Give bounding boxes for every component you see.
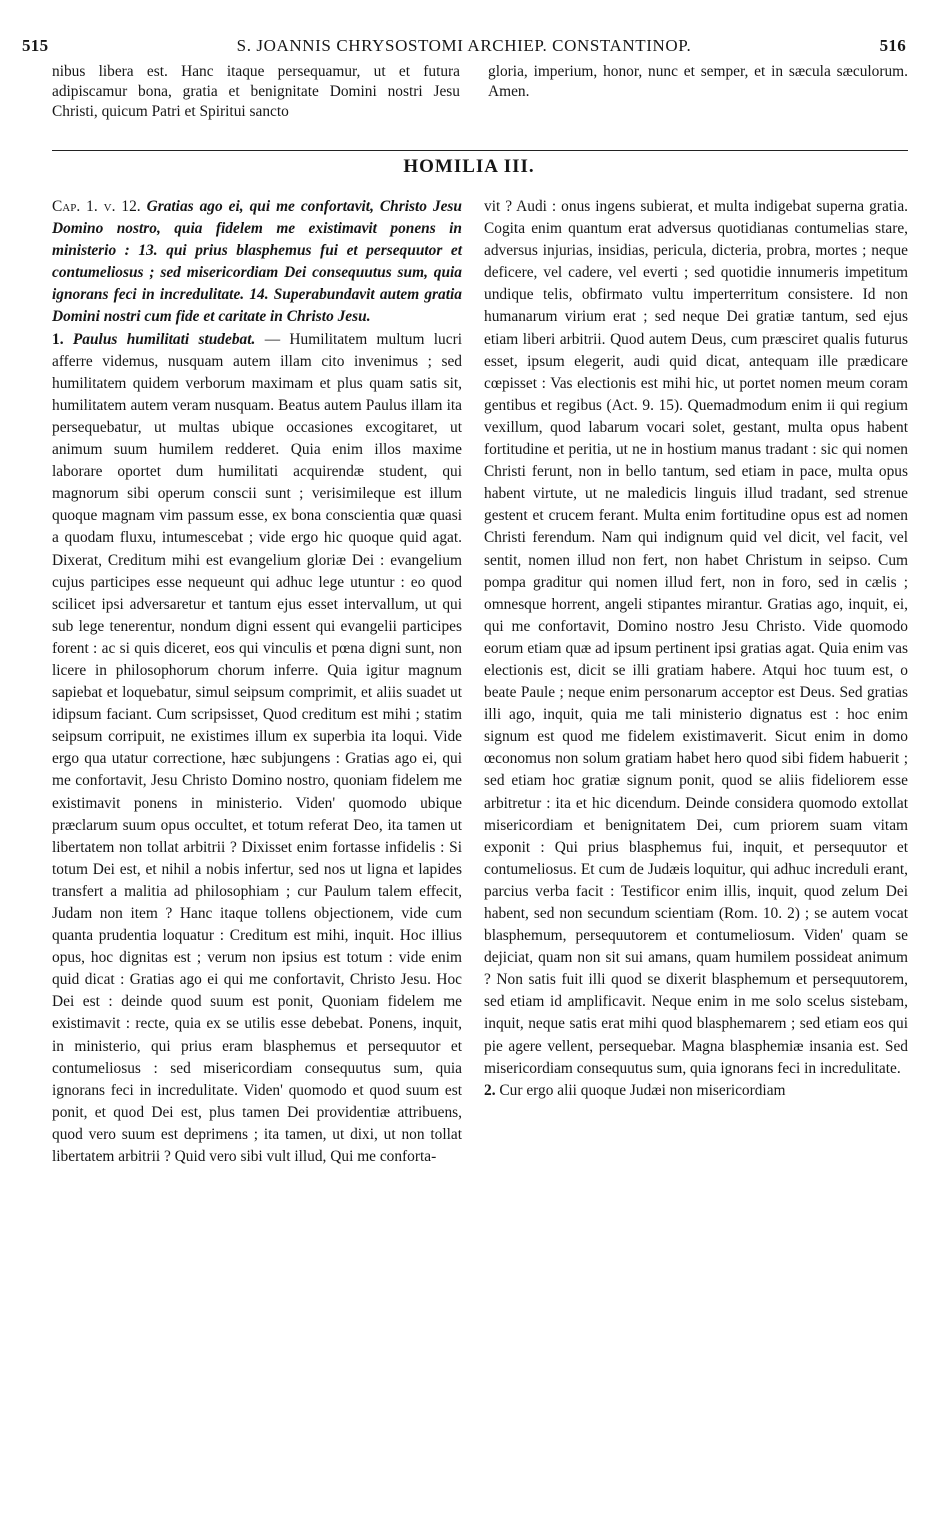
- page-header: [22, 36, 906, 60]
- lemma-reference: Cap. 1. v. 12.: [52, 198, 141, 215]
- top-left-column: nibus libera est. Hanc itaque persequamur, ut et futura adipiscamur bona, gratia et benignitate Domini nostri Jesu Christi, quicum Patri et Spiritui sancto: [52, 63, 460, 120]
- paragraph-1-lead: Paulus humilitati studebat.: [72, 330, 256, 348]
- paragraph-1-number: 1.: [52, 330, 64, 348]
- running-title: S. JOANNIS CHRYSOSTOMI ARCHIEP. CONSTANTINOP.: [236, 36, 692, 55]
- paragraph-2-text: Cur ergo alii quoque Judæi non misericordiam: [499, 1081, 786, 1099]
- lemma-paragraph: [52, 196, 462, 329]
- homily-title: HOMILIA III.: [403, 156, 535, 177]
- right-column-text: vit ? Audi : onus ingens subierat, et multa indigebat superna gratia. Cogita enim quantum erat adversus quotidianas contumelias stare, adversus injurias, insidias, pericula, dicteria, probra, mortes ; neque deficere, vel cadere, vel everti ; sed quotidie innumeris impetitum undique telis, obfirmato vultu imperterritum consistere. Id non humanarum virium erat ; sed neque Dei gratiæ tantum, sed ejus etiam liberi arbitrii. Quod autem Deus, cum præsciret qualis futurus esset, ipsum elegerit, audi quid dicat, antequam ille prædicare cœpisset : Vas electionis est mihi hic, ut portet nomen meum coram gentibus et regibus (Act. 9. 15). Quemadmodum enim ii qui regium vexillum, quod labarum vocari solet, gestant, multa opus habent fortitudine et peritia, ut ne in hostium manus tradant : sic qui nomen Christi ferunt, non in bello tantum, sed etiam in pace, multa opus habent virtute, ut ne maledicis linguis illud tradant, sed strenue gestent et crucem ferant. Multa enim fortitudine opus est ad nomen Christi ferendum. Nam qui indignum quid vel dicit, vel facit, vel sentit, nomen illud non fert, non habet Christum in seipso. Cum pompa graditur qui nomen illud fert, non in foro, sed in cælis ; omnesque horrent, angeli stipantes mirantur. Gratias ago, inquit, ei, qui me confortavit, Domino nostro Jesu Christo. Vide quomodo eorum etiam quæ ad ipsum pertinent ipsi gratias agat. Quia enim vas electionis est, dicit se illi gratiam habere. Atqui hoc tuum est, o beate Paule ; neque enim personarum acceptor est Deus. Sed gratias illi ago, inquit, quia me tali ministerio dignatus est : hoc enim signum est quod me fidelem existimaverit. Sicut enim in domo œconomus non solum gratiam habet hero quod sibi fidem habuerit ; sed etiam hoc gratiæ signum ponit, quod se aliis fideliorem esse arbitretur : ita et hic dicendum. Deinde considera quomodo extollat misericordiam et benignitatem Dei, cum priorem suam vitam exponit : Qui prius blasphemus fui, inquit, et persequutor et contumeliosus. Et cum de Judæis loquitur, qui adhuc increduli erant, parcius verba facit : Testificor enim illis, inquit, quod zelum Dei habent, sed non secundum scientiam (Rom. 10. 2) ; se autem vocat blasphemum, persequutorem et contumeliosum. Viden' quam se dejiciat, quam non sit sui amans, quam humilem possideat animum ? Non satis fuit illi quod se dixerit blasphemum et persequutorem, sed etiam id amplificavit. Neque enim in me solo scelus sistebam, inquit, neque satis erat mihi quod blasphemarem ; sed etiam eos qui pie agere vellent, persequebar. Magna blasphemiæ insania est. Sed misericordiam consequutus sum, quia ignorans feci in incredulitate.: [484, 198, 908, 1077]
- top-right-column: gloria, imperium, honor, nunc et semper, et in sæcula sæculorum. Amen.: [488, 63, 908, 100]
- previous-homily-ending: [52, 62, 908, 122]
- paragraph-2-number: 2.: [484, 1081, 496, 1099]
- left-column: [52, 196, 462, 1168]
- page-number-right: 516: [879, 36, 906, 55]
- paragraph-1: [52, 329, 462, 1169]
- paragraph-1-text: — Humilitatem multum lucri afferre videmus, nusquam autem illam cito invenimus ; sed humilitatem quidem verborum maximam et plus quam satis sit, humilitatem autem veram nusquam. Beatus autem Paulus illam ita persequebatur, ut multas ubique occasiones excogitaret, ut animum suum humilem redderet. Quia enim illos maxime laborare oportet dum humilitati acquirendæ student, qui magnorum sibi operum conscii sunt ; verisimileque est illum quoque magnam vim passum esse, ex bona conscientia quæ quasi a quodam fluxu, intumescebat ; vide ergo hic quoque quid agat. Dixerat, Creditum mihi est evangelium gloriæ Dei : evangelium cujus participes esse nequeunt qui adhuc lege utuntur : eo quod scilicet ipsi adversaretur et tantum ejus esset intervallum, ut qui sub lege tenerentur, nondum digni essent qui evangelii participes forent : ac si quis diceret, eos qui vinculis et pœna digni sunt, non licere in philosophorum chorum inferre. Quia igitur magnum sapiebat et loquebatur, simul seipsum comprimit, et aliis suadet ut idipsum faciant. Cum scripsisset, Quod creditum est mihi ; statim seipsum corripuit, ne existimes illum ex superbia ita loqui. Vide ergo qua utatur correctione, hæc subjungens : Gratias ago ei, qui me confortavit, Jesu Christo Domino nostro, quoniam fidelem me existimavit ponens in ministerio. Viden' quomodo ubique præclarum suum opus occultet, et totum referat Deo, ita tamen ut libertatem non tollat arbitrii ? Dixisset enim fortasse infidelis : Si totum Dei est, et nihil a nobis infertur, sed nos ut ligna et lapides transfert a malitia ad philosophiam ; cur Paulum talem effecit, Judam non item ? Hanc itaque tollens objectionem, vide cum quanta prudentia loquatur : Creditum est mihi, inquit. Hoc illius opus, hoc dignitas est ; verum non ipsius est totum : vide enim quid dicat : Gratias ago ei qui me confortavit, Christo Jesu. Hoc Dei est : deinde quod suum est ponit, Quoniam fidelem me existimavit : recte, quia ex se utilis esse debebat. Ponens, inquit, in ministerio, qui prius eram blasphemus et persequutor et contumeliosus : sed misericordiam consequutus sum, quia ignorans feci in incredulitate. Viden' quomodo et quod suum est ponit, et quod Dei est, plus tamen Dei providentiæ attribuens, quod vero suum est deprimens ; ita tamen, ut dixi, ut non tollat libertatem arbitrii ? Quid vero sibi vult illud, Qui me conforta-: [52, 330, 462, 1166]
- page-number-left: 515: [22, 36, 49, 55]
- lemma-text: Gratias ago ei, qui me confortavit, Christo Jesu Domino nostro, quia fidelem me existimavit ponens in ministerio : 13. qui prius blasphemus fui et persequutor et contumeliosus ; sed misericordiam Dei consequutus sum, quia ignorans feci in incredulitate. 14. Superabundavit autem gratia Domini nostri cum fide et caritate in Christo Jesu.: [52, 198, 462, 326]
- paragraph-2: [484, 1080, 908, 1102]
- right-column: [484, 196, 908, 1102]
- section-divider: [52, 150, 908, 151]
